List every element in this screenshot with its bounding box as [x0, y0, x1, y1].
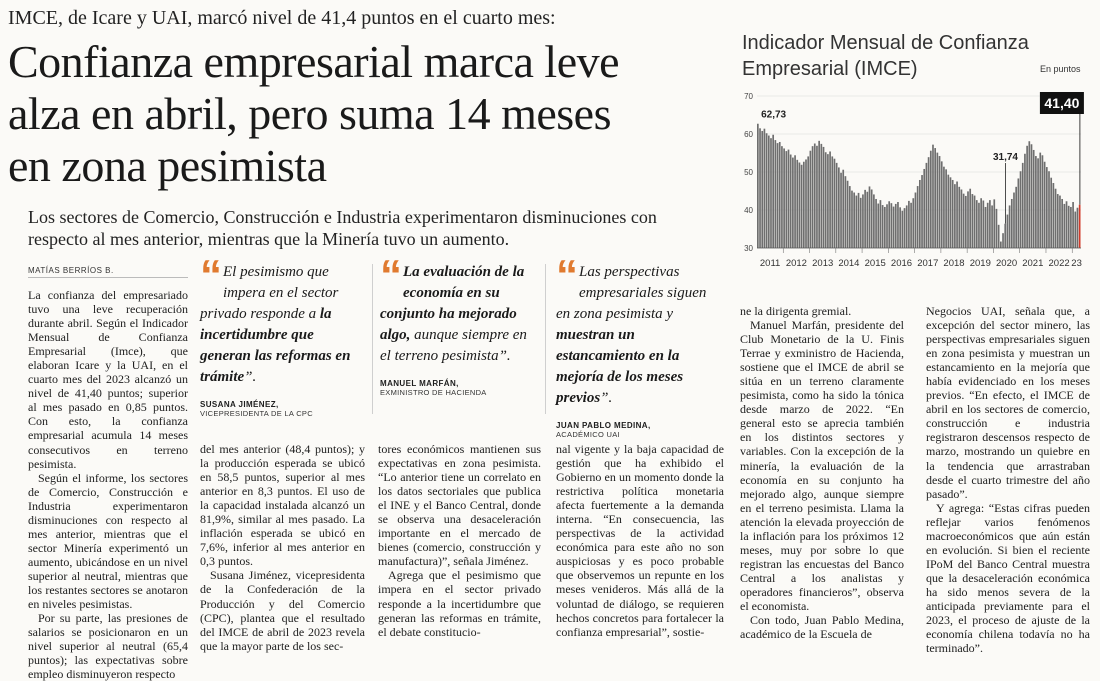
bar: [840, 173, 842, 248]
bar: [847, 181, 849, 248]
bar: [1009, 205, 1011, 248]
bar: [1042, 155, 1044, 248]
bar: [897, 202, 899, 248]
headline-line-2: alza en abril, pero suma 14 meses: [8, 88, 611, 139]
bar: [934, 148, 936, 248]
bar: [928, 157, 930, 248]
quote-text: La evaluación de la economía en su conjunto ha mejorado algo, aunque siempre en el terreno pesimista”.: [380, 264, 527, 364]
bar: [1028, 141, 1030, 248]
bar: [937, 153, 939, 248]
bar: [998, 225, 1000, 248]
bar: [958, 187, 960, 248]
bar: [917, 186, 919, 248]
bar: [871, 189, 873, 248]
bar: [772, 135, 774, 248]
bar: [1020, 171, 1022, 248]
bar: [1004, 224, 1006, 248]
bar: [849, 186, 851, 248]
bar: [1024, 154, 1026, 248]
bar: [985, 207, 987, 248]
bar: [810, 151, 812, 248]
bar: [796, 160, 798, 248]
bar: [834, 159, 836, 248]
chart-unit: En puntos: [1040, 64, 1081, 74]
bar: [956, 182, 958, 249]
bar: [783, 148, 785, 248]
bar: [1011, 199, 1013, 248]
bar: [901, 211, 903, 248]
bar: [978, 203, 980, 248]
paragraph: Manuel Marfán, presidente del Club Monetario de la U. Finis Terrae y exministro de Hacienda, sostiene que el IMCE de abril se sitúa en un terreno claramente pesimista, como ha sido la tónica desde marzo de 2022. “En general esto se aprecia también en los distintos sectores y variables. Con la excepción de la minería, la evaluación de la economía en su conjunto ha mejorado algo, aunque siempre en el terreno pesimista. Llama la atención la elevada proyección de la inflación para los próximos 12 meses, muy por sobre lo que registran las encuestas del Banco Central a los analistas y operadores financieros”, observa el economista.: [740, 318, 904, 613]
bar: [820, 144, 822, 248]
bar: [963, 194, 965, 248]
bar: [788, 150, 790, 248]
bar: [1031, 144, 1033, 248]
bar: [976, 200, 978, 248]
bar: [814, 144, 816, 249]
bar: [803, 162, 805, 248]
bar: [987, 203, 989, 248]
column-6: [926, 304, 1090, 655]
bar: [860, 198, 862, 248]
bar: [766, 133, 768, 248]
bar: [842, 170, 844, 248]
bar: [1039, 153, 1041, 248]
bar: [1037, 158, 1039, 248]
bar: [910, 203, 912, 248]
bar: [912, 198, 914, 248]
bar: [873, 194, 875, 248]
bar: [884, 207, 886, 248]
pull-quote-marfan: [380, 251, 528, 397]
bar: [827, 154, 829, 248]
bar: [1057, 194, 1059, 248]
bar: [1063, 204, 1065, 248]
bar: [838, 167, 840, 248]
bar: [775, 140, 777, 248]
bar: [856, 196, 858, 248]
lead-paragraph: Los sectores de Comercio, Construcción e Industria experimentaron disminuciones con respecto al mes anterior, mientras que la Minería tuvo un aumento.: [28, 207, 657, 249]
pull-quote-medina: [556, 251, 724, 439]
bar: [825, 152, 827, 248]
bar: [781, 146, 783, 248]
bar: [915, 193, 917, 248]
bar: [972, 194, 974, 248]
x-tick-label: 2012: [785, 258, 807, 269]
paragraph: del mes anterior (48,4 puntos); y la producción esperada se ubicó en 58,5 puntos, superior al mes anterior en 8,3 puntos. El uso de la capacidad instalada alcanzó un 81,9%, similar al mes pasado. La inflación esperada se ubicó en 7,6%, inferior al mes anterior en 0,3 puntos.: [200, 442, 365, 569]
bar: [982, 201, 984, 249]
x-tick-label: 2021: [1022, 258, 1044, 269]
bar: [816, 146, 818, 248]
bar: [989, 200, 991, 248]
quote-author: SUSANA JIMÉNEZ,: [200, 400, 279, 409]
bar: [862, 194, 864, 248]
headline-line-1: Confianza empresarial marca leve: [8, 36, 620, 87]
bar: [1035, 156, 1037, 248]
bar: [893, 207, 895, 248]
quote-mark-icon: “: [200, 251, 219, 300]
y-tick-label: 70: [744, 92, 753, 101]
y-tick-label: 40: [744, 206, 753, 215]
bar: [1018, 178, 1020, 248]
bar: [1066, 201, 1068, 248]
x-tick-label: 2011: [759, 258, 781, 269]
bar: [1077, 208, 1079, 248]
headline: [8, 36, 708, 192]
paragraph: Susana Jiménez, vicepresidenta de la Confederación de la Producción y del Comercio (CPC), plantea que el resultado del IMCE de abril de 2023 revela que la mayor parte de los sec-: [200, 568, 365, 653]
bar: [945, 169, 947, 248]
y-tick-label: 50: [744, 168, 753, 177]
bar: [886, 204, 888, 248]
paragraph: La confianza del empresariado tuvo una leve recuperación durante abril. Según el Indicador Mensual de Confianza Empresarial (Imce), que elaboran Icare y la UAI, en el cuarto mes del 2023 alcanzó un nivel de 41,40 puntos; superior al mes pasado en 0,85 puntos. Con esto, la confianza empresarial acumula 14 meses consecutivos en terreno pesimista.: [28, 288, 188, 471]
column-3: [378, 442, 541, 639]
bar: [759, 128, 761, 248]
paragraph: Según el informe, los sectores de Comercio, Construcción e Industria experimentaron disminuciones con respecto al mes anterior, mientras que el sector Minería experimentó un aumento, ubicándose en un nivel superior al neutral, mientras que los restantes sectores se anotaron en niveles pesimistas.: [28, 470, 188, 612]
column-1: [28, 288, 188, 681]
bar: [969, 189, 971, 248]
paragraph: Y agrega: “Estas cifras pueden reflejar varios fenómenos macroeconómicos que aún están en evolución. Si bien el reciente IPoM del Banco Central muestra que la desaceleración económica ha sido menos severa de la anticipada previamente para el 2023, el proceso de ajuste de la economía chilena todavía no ha terminado”.: [926, 500, 1090, 656]
bar: [965, 196, 967, 248]
pull-quote-jimenez: [200, 251, 365, 418]
bar: [941, 161, 943, 248]
bar: [904, 208, 906, 248]
bar: [930, 151, 932, 248]
bar: [851, 191, 853, 248]
column-2: [200, 442, 365, 653]
bar: [1026, 146, 1028, 248]
bar: [812, 146, 814, 248]
bar: [899, 207, 901, 248]
x-axis: [760, 248, 1082, 269]
paragraph: Con todo, Juan Pablo Medina, académico de la Escuela de: [740, 613, 904, 642]
bar: [1055, 189, 1057, 248]
bar: [923, 169, 925, 248]
bar: [1072, 202, 1074, 248]
bar: [777, 143, 779, 248]
bar: [991, 205, 993, 248]
bar: [1044, 162, 1046, 248]
bar: [770, 138, 772, 248]
x-tick-label: 2013: [812, 258, 834, 269]
bar: [1007, 215, 1009, 248]
bar: [794, 155, 796, 248]
x-tick-label: 2015: [864, 258, 886, 269]
bar: [961, 189, 963, 248]
bar: [853, 193, 855, 248]
annotation-label: 31,74: [992, 152, 1018, 163]
column-4: [556, 442, 724, 639]
bar: [1050, 178, 1052, 248]
bar: [1000, 242, 1002, 248]
chart-title: Indicador Mensual de Confianza Empresarial (IMCE): [742, 32, 1029, 80]
bar: [799, 163, 801, 249]
bar: [779, 142, 781, 248]
bar: [757, 124, 759, 248]
x-tick-label: 2019: [969, 258, 991, 269]
x-tick-label: 2020: [996, 258, 1018, 269]
bar: [1074, 212, 1076, 248]
bar: [993, 199, 995, 248]
bar: [1013, 193, 1015, 248]
bar: [906, 205, 908, 248]
bar: [980, 198, 982, 248]
bar: [807, 156, 809, 248]
bar: [926, 163, 928, 248]
divider: [372, 264, 373, 414]
bar: [823, 147, 825, 248]
bar: [785, 151, 787, 248]
bar: [932, 145, 934, 248]
bar: [1070, 207, 1072, 248]
imce-chart: [735, 88, 1095, 273]
bar: [1015, 187, 1017, 248]
kicker: IMCE, de Icare y UAI, marcó nivel de 41,4 puntos en el cuarto mes:: [8, 7, 556, 29]
bar-series: [757, 124, 1081, 248]
bar: [952, 180, 954, 248]
byline: MATÍAS BERRÍOS B.: [28, 266, 188, 278]
paragraph: Agrega que el pesimismo que impera en el sector privado responde a la incertidumbre que generan las reformas en trámite, el debate constitucio-: [378, 568, 541, 639]
bar: [1059, 196, 1061, 248]
quote-author: MANUEL MARFÁN,: [380, 379, 459, 388]
quote-mark-icon: “: [380, 251, 399, 300]
x-tick-label: 2022: [1048, 258, 1070, 269]
bar: [866, 192, 868, 248]
bar: [801, 165, 803, 248]
bar: [1079, 205, 1081, 248]
bar: [1022, 163, 1024, 248]
bar: [1068, 206, 1070, 248]
bar: [888, 201, 890, 248]
bar: [880, 200, 882, 248]
bar: [895, 204, 897, 248]
paragraph: Por su parte, las presiones de salarios se posicionaron en un nivel superior al neutral (65,4 puntos); las expectativas sobre empleo disminuyeron respecto: [28, 611, 188, 681]
bar: [943, 167, 945, 248]
bar: [829, 151, 831, 248]
bar: [864, 190, 866, 248]
paragraph: tores económicos mantienen sus expectativas en zona pesimista. “Lo anterior tiene un correlato en los datos sectoriales que publica el INE y el Banco Central, donde se observa una desaceleración importante en el mercado de bienes (comercio, construcción y manufactura)”, señala Jiménez.: [378, 442, 541, 569]
bar: [761, 131, 763, 248]
bar: [950, 177, 952, 248]
bar: [831, 156, 833, 248]
paragraph: ne la dirigenta gremial.: [740, 304, 852, 318]
bar: [1033, 150, 1035, 248]
quote-author-role: EXMINISTRO DE HACIENDA: [380, 388, 487, 397]
bar: [858, 193, 860, 248]
y-tick-label: 30: [744, 244, 753, 253]
bar: [921, 175, 923, 248]
annotation-label: 62,73: [761, 109, 787, 121]
quote-mark-icon: “: [556, 251, 575, 300]
bar: [764, 129, 766, 248]
x-tick-label: 2018: [943, 258, 965, 269]
quote-author-role: VICEPRESIDENTA DE LA CPC: [200, 409, 313, 418]
bar: [877, 204, 879, 248]
x-tick-label: 2014: [838, 258, 860, 269]
column-5: [740, 304, 904, 641]
bar: [805, 159, 807, 248]
bar: [891, 203, 893, 248]
paragraph: Negocios UAI, señala que, a excepción del sector minero, las perspectivas empresariales siguen en zona pesimista y muestran un estancamiento en la mejoría que había evidenciado en los meses previos. “En efecto, el IMCE de abril en los sectores de comercio, construcción e industria registraron descensos respecto de marzo, mostrando un quiebre en la tendencia que arrastraban desde el cuarto trimestre del año pasado”.: [926, 304, 1090, 501]
bar: [939, 156, 941, 248]
bar: [954, 184, 956, 248]
quote-text: El pesimismo que impera en el sector privado responde a la incertidumbre que generan las reformas en trámite”.: [200, 264, 351, 385]
quote-author-role: ACADÉMICO UAI: [556, 430, 620, 439]
bar: [869, 186, 871, 248]
bar: [792, 158, 794, 248]
bar: [919, 180, 921, 248]
bar: [790, 155, 792, 248]
bar: [768, 136, 770, 248]
bar: [836, 163, 838, 248]
paragraph: nal vigente y la baja capacidad de gestión que ha exhibido el Gobierno en un momento donde la restrictiva política monetaria afecta fuertemente a la demanda interna. “En consecuencia, las perspectivas de la actividad económica para este año no son auspiciosas y es poco probable que observemos un repunte en los meses venideros. Más allá de la voluntad de diálogo, se requieren hechos concretos para fortalecer la confianza empresarial”, sostie-: [556, 442, 724, 639]
bar: [974, 196, 976, 248]
bar: [908, 201, 910, 248]
bar: [1048, 171, 1050, 248]
x-tick-label: 2017: [917, 258, 939, 269]
highlight-value-label: 41,40: [1044, 95, 1080, 111]
bar: [882, 205, 884, 248]
bar: [845, 176, 847, 248]
bar: [1061, 199, 1063, 248]
quote-text: Las perspectivas empresariales siguen en zona pesimista y muestran un estancamiento en la mejoría de los meses previos”.: [556, 264, 707, 406]
x-tick-label: 2016: [890, 258, 913, 269]
bar: [1053, 183, 1055, 248]
divider: [545, 264, 546, 414]
y-tick-label: 60: [744, 130, 753, 139]
quote-author: JUAN PABLO MEDINA,: [556, 421, 651, 430]
bar: [1002, 233, 1004, 248]
bar: [818, 141, 820, 248]
headline-line-3: en zona pesimista: [8, 140, 327, 191]
bar: [1046, 167, 1048, 248]
x-tick-label: 23: [1071, 258, 1082, 269]
bar: [947, 175, 949, 248]
bar: [875, 199, 877, 248]
bar: [996, 209, 998, 248]
bar: [967, 191, 969, 248]
